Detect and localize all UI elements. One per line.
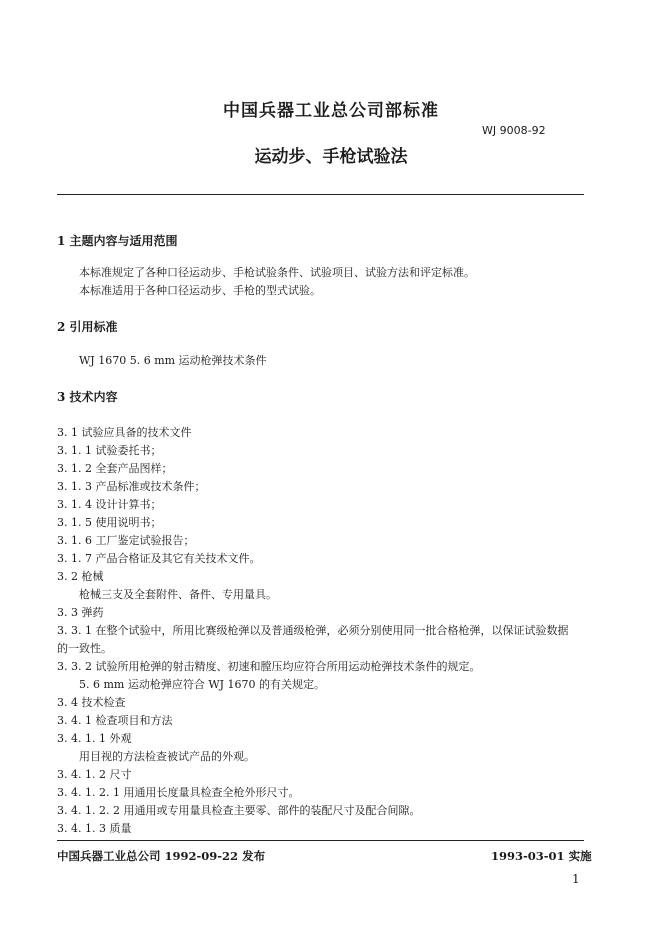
text-line: 3. 4 技术检查 xyxy=(57,696,126,709)
issued-date: 中国兵器工业总公司 1992-09-22 发布 xyxy=(57,849,266,863)
text-line: 3. 1. 3 产品标准或技术条件； xyxy=(57,480,206,493)
section-3-heading: 3 技术内容 xyxy=(57,390,118,404)
section-1-paragraph-2: 本标准适用于各种口径运动步、手枪的型式试验。 xyxy=(79,284,321,297)
text-line: 3. 1. 5 使用说明书； xyxy=(57,516,162,529)
effective-date: 1993-03-01 实施 xyxy=(491,849,592,863)
doc-title: 运动步、手枪试验法 xyxy=(254,147,408,167)
text-line: 3. 3. 2 试验所用枪弹的射击精度、初速和膛压均应符合所用运动枪弹技术条件的规定。 xyxy=(57,660,481,673)
org-title: 中国兵器工业总公司部标准 xyxy=(223,101,439,121)
text-line: 3. 1. 6 工厂鉴定试验报告； xyxy=(57,534,195,547)
text-line: 3. 3 弹药 xyxy=(57,606,104,619)
top-rule xyxy=(57,194,584,195)
text-line: 5. 6 mm 运动枪弹应符合 WJ 1670 的有关规定。 xyxy=(79,678,326,691)
doc-number: WJ 9008-92 xyxy=(482,124,546,137)
text-line: 3. 4. 1. 1 外观 xyxy=(57,732,132,745)
text-line: 3. 4. 1. 3 质量 xyxy=(57,822,132,835)
text-line: 用目视的方法检查被试产品的外观。 xyxy=(79,750,255,763)
text-line: 的一致性。 xyxy=(57,642,112,655)
text-line: 3. 1. 2 全套产品图样； xyxy=(57,462,173,475)
text-line: 3. 4. 1. 2. 2 用通用或专用量具检查主要零、部件的装配尺寸及配合间隙。 xyxy=(57,804,421,817)
section-1-heading: 1 主题内容与适用范围 xyxy=(57,234,178,248)
text-line: 3. 1. 1 试验委托书； xyxy=(57,444,162,457)
text-line: 3. 1. 4 设计计算书； xyxy=(57,498,162,511)
section-2-heading: 2 引用标准 xyxy=(57,320,118,334)
text-line: 3. 2 枪械 xyxy=(57,570,104,583)
text-line: 3. 4. 1. 2. 1 用通用长度量具检查全枪外形尺寸。 xyxy=(57,786,300,799)
text-line: 枪械三支及全套附件、备件、专用量具。 xyxy=(79,588,277,601)
text-line: 3. 1 试验应具备的技术文件 xyxy=(57,426,192,439)
section-2-reference: WJ 1670 5. 6 mm 运动枪弹技术条件 xyxy=(79,354,267,367)
section-1-paragraph-1: 本标准规定了各种口径运动步、手枪试验条件、试验项目、试验方法和评定标准。 xyxy=(79,266,475,279)
text-line: 3. 3. 1 在整个试验中，所用比赛级枪弹以及普通级枪弹，必须分别使用同一批合格枪弹，以保证试验数据 xyxy=(57,624,569,637)
page-number: 1 xyxy=(572,872,580,886)
text-line: 3. 1. 7 产品合格证及其它有关技术文件。 xyxy=(57,552,261,565)
text-line: 3. 4. 1 检查项目和方法 xyxy=(57,714,173,727)
text-line: 3. 4. 1. 2 尺寸 xyxy=(57,768,132,781)
bottom-rule xyxy=(57,840,584,841)
